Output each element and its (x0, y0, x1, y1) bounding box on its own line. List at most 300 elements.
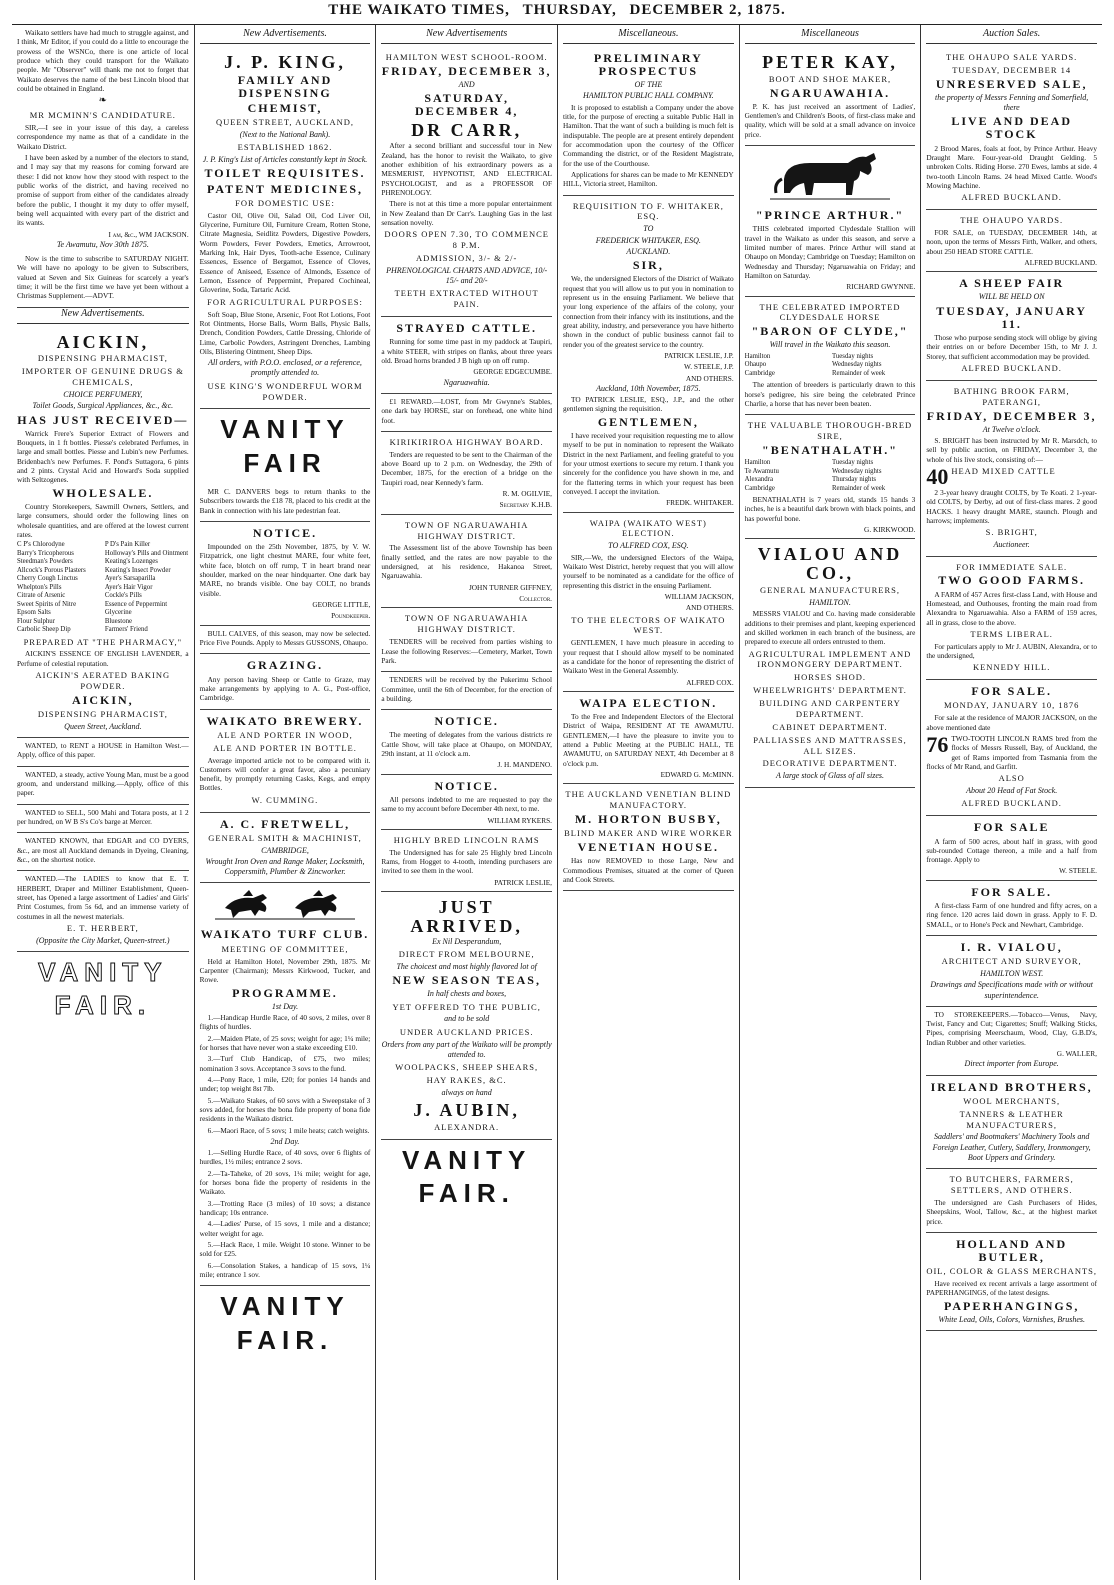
rams-sale-intro: For sale at the residence of MAJOR JACKSON, on the above mentioned date (926, 713, 1097, 732)
hay-rakes: HAY RAKES, &C. (426, 1074, 507, 1085)
tea-prices: UNDER AUCKLAND PRICES. (399, 1026, 534, 1037)
schedule-entry: Wednesday nights (831, 467, 882, 475)
rams-sale-date: MONDAY, JANUARY 10, 1876 (943, 700, 1080, 711)
aubin-tea-ad (381, 892, 552, 1140)
intro-text: Waikato settlers have had much to struggle against, and I think, Mr Editor, if you could do a little to encourage the prowess of the WSNCo, there is one article of local produce which they could transport for the Waikato people. Mr "Observer" will thank me not to forget that Waikato deserves the name of the best Lincoln blood that could be obtained in England. (17, 28, 189, 93)
drug-list-item: Epsom Salts (17, 609, 51, 617)
sheep-fair-ad (926, 272, 1097, 381)
mcminn-signature: EDWARD G. McMINN. (660, 770, 734, 780)
brewery-sub-2: ALE AND PORTER IN BOTTLE. (213, 742, 357, 753)
debt-notice (381, 775, 552, 830)
dept-wheelwrights: WHEELWRIGHTS' DEPARTMENT. (753, 685, 907, 696)
reward-text: £1 REWARD.—LOST, from Mr Gwynne's Stables, one dark bay HORSE, star on forehead, one white hind foot. (381, 396, 552, 425)
vialou-body: MESSRS VIALOU and Co. having made considerable additions to their premises and plant, keeping experienced and skilled workmen in each branch of the business, are prepared to execute all orders entrusted to them. (744, 609, 916, 647)
schedule-entry: Ohaupo (744, 361, 767, 369)
performer-name: DR CARR, (411, 120, 523, 141)
busby-name: M. HORTON BUSBY, (574, 812, 722, 827)
farm-sale-ad-3 (926, 881, 1097, 936)
tea-intro: The choicest and most highly flavored lot of (396, 961, 537, 971)
programme-title: PROGRAMME. (232, 985, 338, 1000)
tender-body: TENDERS will be received from parties wishing to Lease the following Reserves:—Cemetery, Market, Town Park. (381, 637, 552, 665)
wholesale-body: Country Storekeepers, Sawmill Owners, Settlers, and large consumers, should order the following lines on wholesale quantities, and are offered at the lowest current rates. (17, 501, 189, 539)
address-trade: DISPENSING PHARMACIST, (37, 709, 168, 720)
grazing-title: GRAZING. (246, 658, 324, 673)
racehorse-woodcut (200, 886, 371, 920)
busby-body: Has now REMOVED to those Large, New and Commodious Premises, situated at the corner of Queen and Cook Streets. (563, 856, 734, 885)
turf-title: WAIKATO TURF CLUB. (200, 927, 370, 942)
brewery-signature: W. CUMMING. (251, 794, 319, 805)
ben-signature: G. KIRKWOOD. (864, 525, 916, 535)
rams-title: HIGHLY BRED LINCOLN RAMS (393, 834, 540, 845)
cattle-count: 40 (926, 464, 949, 490)
requisition-place: AUCKLAND. (626, 246, 671, 256)
terms-body: For particulars apply to Mr J. AUBIN, Alexandra, or to the undersigned, (926, 641, 1097, 661)
sheep-held: WILL BE HELD ON (978, 292, 1045, 302)
cox-requisition (563, 513, 734, 692)
notice-title: NOTICE. (434, 714, 499, 729)
drug-list-item: Ayer's Sarsaparilla (104, 575, 156, 583)
race-item: 1.—Selling Hurdle Race, of 40 sovs, over 6 flights of hurdles, 1½ miles; entrance 2 sovs. (199, 1148, 371, 1167)
column-2 (194, 25, 376, 1580)
dept-agri: AGRICULTURAL IMPLEMENT AND IRONMONGERY DEPARTMENT. (748, 648, 912, 670)
fretwell-place: CAMBRIDGE, (261, 845, 309, 855)
drug-list-item: Keating's Insect Powder (104, 566, 171, 574)
bright-role: Auctioneer. (993, 540, 1030, 550)
notice-body: Impounded on the 25th November, 1875, by V. W. Fitzpatrick, one light chestnut MARE, four white feet, white face, blotch on off rump, T in heart brand near shoulder, marked on the near hindquarter. One dark bay MARE, no brands visible. One bay COLT, no brands visible. (199, 542, 371, 598)
article-heading: MR MCMINN'S CANDIDATURE. (29, 110, 176, 121)
schedule-entry: Alexandra (744, 476, 773, 484)
wanted-text: WANTED to SELL, 500 Mahi and Totara posts, at 1 2 per hundred, on W B S's Co's barge at Mercer. (17, 807, 189, 827)
drug-list-item: Cockle's Pills (104, 592, 142, 600)
schedule-entry: Te Awamutu (744, 467, 779, 475)
direct-from: DIRECT FROM MELBOURNE, (398, 949, 535, 960)
vanity-fair-banner: VANITY FAIR (220, 414, 350, 478)
venetian-house: VENETIAN HOUSE. (577, 840, 719, 855)
aickin-ad (17, 327, 189, 739)
race-item: 3.—Turf Club Handicap, of £75, two miles; nomination 3 sovs. Acceptance 3 sovs to the fund. (199, 1054, 371, 1073)
kirikiriroa-ad (381, 432, 552, 515)
wanted-text: WANTED, a steady, active Young Man, must be a good groom, and understand milking.—Apply, office of this paper. (17, 769, 189, 798)
drug-list-item: Keating's Lozenges (104, 558, 158, 566)
farm-sale-ad-2 (926, 816, 1097, 881)
cox-reply-signature: ALFRED COX. (686, 677, 734, 687)
tender-title: TOWN OF NGARUAWAHIA HIGHWAY DISTRICT. (404, 613, 529, 635)
glass-stock: A large stock of Glass of all sizes. (775, 771, 884, 781)
pound-notice (200, 522, 371, 626)
schedule-entry: Remainder of week (831, 369, 886, 377)
schedule-entry: Remainder of week (831, 484, 886, 492)
ngaruawahia-rates-ad (381, 515, 552, 609)
advertiser-line: Toilet Goods, Surgical Appliances, &c., &c. (32, 401, 174, 411)
holland-name: HOLLAND AND BUTLER, (956, 1236, 1068, 1265)
board-body: Tenders are requested to be sent to the Chairman of the above Board up to 2 p.m. on Wednesday, the 29th of December, 1875, for the erection of a bridge on the Taupiri road, near Kennedy's farm. (381, 449, 552, 487)
requisition-signature: PATRICK LESLIE, J.P. (664, 350, 734, 360)
cattle-show-notice (381, 710, 552, 775)
grazing-body: Any person having Sheep or Cattle to Graze, may make arrangements by applying to A. G., Post-office, Cambridge. (199, 674, 371, 703)
drug-list-item: Holloway's Pills and Ointment (104, 549, 189, 557)
requisition-title: REQUISITION TO F. WHITAKER, ESQ. (572, 200, 724, 222)
baking-powder: AICKIN'S AERATED BAKING POWDER. (35, 670, 171, 691)
farm-sale-date: FRIDAY, DECEMBER 3, (926, 408, 1097, 423)
carr-note: There is not at this time a more popular entertainment in New Zealand than Dr Carr's. Laughing Gas in the last sensation novelty. (381, 199, 552, 227)
wanted-text: WANTED, to RENT a HOUSE in Hamilton West.—Apply, office of this paper. (17, 741, 189, 760)
advertiser-name: J. P. KING, (224, 51, 346, 72)
prepared-body: AICKIN'S ESSENCE OF ENGLISH LAVENDER, a Perfume of celestial reputation. (17, 649, 189, 668)
peterkay-name: PETER KAY, (762, 51, 898, 72)
peterkay-body: P. K. has just received an assortment of Ladies', Gentlemen's and Children's Boots, of first-class make and quality, which will be sold at a small advance on invoice price. (744, 101, 916, 139)
ship-name: Ex Nil Desperandum, (432, 936, 502, 946)
race-item: 6.—Consolation Stakes, a handicap of 15 sovs, 1¼ mile; entrance 1 sov. (199, 1260, 371, 1280)
letter-signoff: I am, &c., WM JACKSON. (108, 229, 189, 239)
advertiser-location-note: (Next to the National Bank). (239, 130, 331, 140)
orders-note: All orders, with P.O.O. enclosed, or a reference, promptly attended to. (208, 358, 362, 378)
district-body: The Assessment list of the above Township has been finally settled, and the rates are now payable to the undersigned, at his residence, Hakanoa Street, Ngaruawahia. (381, 543, 552, 581)
ireland-brothers-ad (926, 1076, 1097, 1170)
aubin-name: J. AUBIN, (413, 1100, 520, 1120)
issue-day: THURSDAY, (522, 2, 617, 18)
baron-sub: Will travel in the Waikato this season. (769, 340, 891, 350)
racehorse-icon (215, 886, 355, 920)
peterkay-place: NGARUAWAHIA. (769, 85, 891, 100)
admission: ADMISSION, 3/- & 2/- (416, 253, 518, 264)
drug-list-item: Steedman's Powders (17, 558, 73, 566)
drug-list-item: Barry's Tricopherous (17, 549, 74, 557)
cox-reply: GENTLEMEN, I have much pleasure in acceding to your request that I should allow myself to be nominated as a candidate for the honor of representing the district of Waikato West in the General Assembly. (563, 638, 734, 676)
two-farms-title: TWO GOOD FARMS. (938, 573, 1086, 588)
for-sale-title: FOR SALE. (971, 684, 1052, 699)
live-dead-stock: LIVE AND DEAD STOCK (951, 114, 1072, 142)
prospectus-tail: Applications for shares can be made to Mr KENNEDY HILL, Victoria street, Hamilton. (563, 169, 734, 189)
schedule-entry: Cambridge (744, 484, 775, 492)
sheep-fair-title: A SHEEP FAIR (959, 276, 1065, 291)
ben-name: "BENATHALATH." (762, 442, 898, 457)
dept-decorative: DECORATIVE DEPARTMENT. (762, 758, 898, 769)
list-note: J. P. King's List of Articles constantly kept in Stock. (202, 155, 368, 165)
butchers-body: The undersigned are Cash Purchasers of Hides, Sheepskins, Wool, Tallow, &c., at the highest market price. (926, 1197, 1097, 1226)
yards-title: THE OHAUPO YARDS. (960, 215, 1064, 226)
storekeepers-body: TO STOREKEEPERS.—Tobacco—Venus, Navy, Twist, Fancy and Cut; Cigarettes; Snuff; Walking Sticks, Pipes, comprising Meerschaum, Wood, Clay, G.B.D's, Indian Rubber and other varieties. (926, 1009, 1097, 1047)
vialou-ad (745, 539, 916, 787)
race-item: 2.—Maiden Plate, of 25 sovs; weight for age; 1¼ mile; for horses that have never won a stake exceeding £10. (199, 1033, 371, 1052)
divider-ornament: ❧ (98, 95, 108, 107)
new-season-teas: NEW SEASON TEAS, (392, 973, 541, 988)
lincoln-rams-ad (381, 830, 552, 892)
danvers-notice (200, 484, 371, 522)
requisition-name: FREDERICK WHITAKER, ESQ. (595, 235, 701, 245)
ohaupo-sale-ad (926, 47, 1097, 210)
schedule-entry: Cambridge (744, 369, 775, 377)
brewery-title: WAIKATO BREWERY. (206, 713, 364, 728)
reward-ad (381, 394, 552, 432)
drug-list-item: Citrate of Arsenic (17, 592, 66, 600)
holland-body: Have received ex recent arrivals a large assortment of PAPERHANGINGS, of the latest designs. (926, 1279, 1097, 1298)
rams-count: 76 (926, 732, 949, 758)
board-signature: R. M. OGILVIE, (502, 489, 552, 499)
advertiser-trade: FAMILY AND DISPENSING (237, 72, 333, 100)
schedule-entry: Tuesday nights (831, 459, 874, 467)
vialou-trade: GENERAL MANUFACTURERS, (759, 585, 901, 596)
waipa-election-ad (563, 692, 734, 784)
race-item: 2.—Ta-Taheke, of 20 sovs, 1¼ mile; weight for age, for horses bona fide the property of residents in the Waikato. (199, 1168, 371, 1197)
advertiser-trade-3: CHOICE PERFUMERY, (63, 390, 143, 400)
turf-club-ad (200, 923, 371, 1286)
tea-orders: Orders from any part of the Waikato will be promptly attended to. (381, 1039, 552, 1059)
column-4 (557, 25, 739, 1580)
reply-signature: FREDK. WHITAKER. (666, 498, 734, 508)
section-heading: Miscellaneous (745, 28, 916, 44)
notice-signature: GEORGE LITTLE, (312, 600, 371, 610)
addressee: TO ALFRED COX, ESQ. (608, 541, 689, 551)
rams-sale-ad (926, 680, 1097, 816)
column-6 (920, 25, 1102, 1580)
cox-signature-2: AND OTHERS. (685, 603, 734, 613)
reserves-tender-ad (381, 608, 552, 672)
waller-role: Direct importer from Europe. (964, 1059, 1059, 1069)
prince-arthur-ad (745, 204, 916, 296)
paperhangings: PAPERHANGINGS, (943, 1298, 1080, 1313)
drug-list-item: Farmers' Friend (104, 626, 148, 634)
section-heading: New Advertisements. (17, 308, 189, 324)
also-body: About 20 Head of Fat Stock. (966, 786, 1058, 796)
strayed-title: STRAYED CATTLE. (396, 321, 538, 336)
reply-body: I have received your requisition requesting me to allow myself to be put in nomination to represent the Waikato District in the next Parliament, and feeling grateful to you for your utmost exertions to secure my return. I thank you sincerely for the confidence you have shown in me, and for the flattering terms in which your request has been conveyed. I accept the invitation. (563, 430, 734, 496)
pukerimu-tender-ad (381, 672, 552, 710)
baron-schedule (745, 353, 916, 378)
butchers-ad (926, 1169, 1097, 1233)
section-heading: Miscellaneous. (563, 28, 734, 44)
district-signature: JOHN TURNER GIFFNEY, (468, 582, 552, 592)
notice-text: Now is the time to subscribe to SATURDAY NIGHT. We will have no apology to be given to Subscribers, valued at Seven and Six Guineas for scarcely a year's time; it will be the first time we have yet been without a Christmas Supplement.—ADVT. (17, 254, 189, 301)
domestic-heading: FOR DOMESTIC USE: (235, 197, 335, 208)
bull-text: BULL CALVES, of this season, may now be selected. Price Five Pounds. Apply to Messrs GUSSONS, Ohaupo. (199, 628, 371, 648)
strayed-signature: GEORGE EDGECUMBE. (473, 367, 552, 377)
column-5 (739, 25, 921, 1580)
rvialou-place: HAMILTON WEST. (980, 969, 1044, 979)
r-vialou-ad (926, 936, 1097, 1007)
whitaker-requisition (563, 196, 734, 513)
auctioneer-2: ALFRED BUCKLAND. (1024, 257, 1097, 267)
advertiser-name: AICKIN, (56, 331, 150, 352)
drug-list-item: Bluestone (104, 617, 133, 625)
also-label: ALSO (998, 773, 1025, 784)
drug-list-item: Sweet Spirits of Nitre (17, 600, 77, 608)
election-title: WAIPA (WAIKATO WEST) ELECTION. (589, 517, 707, 539)
agri-list: Soft Soap, Blue Stone, Arsenic, Foot Rot Lotions, Foot Rot Ointments, Horse Balls, Worm Balls, Physic Balls, Drench, Condition Powders, Cattle Dressing, Chloride of Lime, Carbolic Powders, Astringent Drenches, Lambing Oils, Blistering Ointment, Sheep Dips. (199, 309, 371, 356)
drug-list-item: Ayer's Hair Vigor (104, 583, 153, 591)
rams-body: The Undersigned has for sale 25 Highly bred Lincoln Rams, from Hogget to 4-tooth, intending purchasers are invited to see them in the wool. (381, 847, 552, 876)
grazing-ad (200, 654, 371, 709)
cox-signature: WILLIAM JACKSON, (664, 591, 734, 601)
baron-of-clyde-ad (745, 297, 916, 416)
notice-body: The meeting of delegates from the various districts re Cattle Show, will take place at Ohaupo, on MONDAY, 29th instant, at 11 o'clock a.m. (381, 730, 552, 758)
notice-title: NOTICE. (434, 778, 499, 793)
dept-palliasses: PALLIASSES AND MATTRASSES, ALL SIZES. (753, 734, 907, 756)
white-lead: White Lead, Oils, Colors, Varnishes, Brushes. (938, 1314, 1085, 1324)
woolpacks: WOOLPACKS, SHEEP SHEARS, (395, 1062, 539, 1073)
draught-horse-woodcut (745, 149, 916, 201)
district-title: TOWN OF NGARUAWAHIA HIGHWAY DISTRICT. (404, 519, 529, 541)
drug-list-item: Glycerine (104, 609, 132, 617)
herbert-address: (Opposite the City Market, Queen-street.) (36, 935, 170, 945)
prospectus-of: OF THE (634, 80, 663, 90)
advertiser-trade: DISPENSING PHARMACIST, (37, 353, 168, 364)
drug-list-item: Flour Sulphur (17, 617, 55, 625)
farm-name: BATHING BROOK FARM, PATERANGI, (953, 385, 1070, 407)
domestic-list: Castor Oil, Olive Oil, Salad Oil, Cod Liver Oil, Glycerine, Furniture Oil, Furniture Cream, Rotten Stone, Citrate Magnesia, Seidlitz Powders, Digestive Powders, Worm Powders, Fever Powders, Emetics, Arrowroot, Marking Ink, Hair Dyes, Tooth-ache Essence, Culinary Essences, Essence of Bergamot, Essence of Cloves, Essence of Aniseed, Essence of Almonds, Essence of Lemon, Essence of Peppermint, Prepared Cochineal, Gloverine, Soda, Tartaric Acid. (199, 210, 371, 295)
schedule-entry: Tuesday nights (831, 352, 874, 360)
article-body (17, 123, 189, 228)
vialou-name: VIALOU AND CO., (757, 544, 903, 584)
venue: HAMILTON WEST SCHOOL-ROOM. (385, 51, 548, 62)
section-heading: Auction Sales. (926, 28, 1097, 44)
aubin-place: ALEXANDRA. (434, 1121, 500, 1132)
dr-carr-ad (381, 47, 552, 317)
advertiser-address: QUEEN STREET, AUCKLAND, (215, 117, 355, 128)
waller-name: G. WALLER, (1056, 1049, 1097, 1059)
fretwell-name: A. C. FRETWELL, (219, 816, 351, 831)
yards-body: FOR SALE, on TUESDAY, DECEMBER 14th, at noon, upon the terms of Messrs Firth, Walker, and others, about 250 HEAD STORE CATTLE. (926, 227, 1097, 256)
schedule-entry: Hamilton (744, 352, 771, 360)
address-line: Queen Street, Auckland. (64, 721, 142, 731)
requisition-signature-3: AND OTHERS. (685, 373, 734, 383)
vanity-fair-banner-3: VANITY FAIR. (401, 1144, 532, 1209)
benathalath-ad (745, 415, 916, 539)
day-1: 1st Day. (271, 1001, 299, 1011)
event-date-2: SATURDAY, DECEMBER 4, (414, 91, 519, 119)
schedule-entry: Hamilton (744, 459, 771, 467)
column-3 (375, 25, 557, 1580)
masthead (20, 2, 1094, 24)
advertiser-trade-2: CHEMIST, (247, 101, 323, 116)
drug-list-item: P D's Pain Killer (104, 541, 151, 549)
prospectus-title: PRELIMINARY PROSPECTUS (593, 50, 703, 78)
toilet-heading: TOILET REQUISITES. (204, 166, 366, 181)
cattle-label: HEAD MIXED CATTLE (951, 466, 1056, 477)
danvers-text: MR C. DANVERS begs to return thanks to the Subscribers towards the £18 78, placed to his credit at the Bank in connection with his late pedestrian feat. (199, 486, 371, 515)
notice-body: All persons indebted to me are requested to pay the same to my account before December 4th next, to me. (381, 794, 552, 814)
race-item: 3.—Trotting Race (3 miles) of 10 sovs; a distance handicap; 10s entrance. (199, 1198, 371, 1218)
rvialou-trade: ARCHITECT AND SURVEYOR, (941, 956, 1082, 967)
auctioneer: ALFRED BUCKLAND. (961, 192, 1062, 203)
prince-title: "PRINCE ARTHUR." (755, 208, 905, 223)
rams-description: TWO-TOOTH LINCOLN RAMS bred from the flocks of Messrs Russell, Bay, of Auckland, the get of Rams imported from Tasmania from the flocks of Mr Rand, and Garfitt. (926, 734, 1097, 771)
rvialou-body: Drawings and Specifications made with or without superintendence. (930, 980, 1093, 1000)
ben-schedule (745, 459, 916, 493)
notice-signature: J. H. MANDENO. (497, 760, 552, 770)
board-role: Secretary K.H.B. (499, 500, 552, 510)
two-farms-ad (926, 557, 1097, 681)
unreserved-sub: the property of Messrs Fenning and Somerfield, there (935, 92, 1089, 112)
issue-date: DECEMBER 2, 1875. (629, 2, 786, 18)
letter-body: I have been asked by a number of the electors to stand, and I may say that my reasons for coming forward are these: I did not know how they stood with respect to the public works of the district, and having received no promise of support from either of the candidates already before the public, I thought it my duty to offer myself, being well acquainted with every part of the district and its wants. (17, 152, 189, 228)
notice-title: NOTICE. (252, 525, 318, 540)
strayed-cattle-ad (381, 317, 552, 394)
doors-open: DOORS OPEN 7.30, TO COMMENCE 8 P.M. (384, 229, 549, 251)
salutation-2: GENTLEMEN, (597, 414, 699, 429)
drug-list-item: Essence of Peppermint (104, 600, 168, 608)
wanted-text: WANTED.—The LADIES to know that E. T. HERBERT, Draper and Milliner Establishment, Queen-street, has Opened a large assortment of Ladies' and Girls' Print Costumes, from 5s 6d, and an immense variety of costumes in all the newest materials. (17, 874, 189, 921)
race-item: 5.—Waikato Stakes, of 60 sovs with a Sweepstake of 3 sovs added, for horses the bona fide property of bona fide residents in the Waikato district. (199, 1095, 371, 1124)
race-item: 6.—Maori Race, of 5 sovs; 1 mile heats; catch weights. (207, 1125, 370, 1135)
brewery-body: Average imported article not to be compared with it. Customers will confer a great favor, also a pecuniary benefit, by promptly returning Casks, Kegs, and empty Bottles. (199, 755, 371, 793)
baron-heading: THE CELEBRATED IMPORTED CLYDESDALE HORSE (759, 301, 901, 323)
holland-trade: OIL, COLOR & GLASS MERCHANTS, (926, 1266, 1098, 1277)
race-item: 1.—Handicap Hurdle Race, of 40 sovs, 2 miles, over 8 flights of hurdles. (199, 1012, 371, 1032)
mcminn-body: To the Free and Independent Electors of the Electoral District of Waipa, RESIDENT AT TE AWAMUTU. GENTLEMEN,—I have the pleasure to invite you to attend a Public Meeting at the PUBLIC HALL, TE AWAMUTU, on SATURDAY NEXT, 4th December at 8 o'clock p.m. (563, 712, 734, 768)
holland-butler-ad (926, 1233, 1097, 1331)
day-2: 2nd Day. (270, 1136, 300, 1146)
wanted-ad-1 (17, 738, 189, 767)
column-1 (12, 25, 194, 1580)
prospectus-body: It is proposed to establish a Company under the above title, for the purpose of erecting a suitable Public Hall in Hamilton. That the want of such a building is much felt is indisputable. The people are at present entirely dependent for accommodation upon the courtesy of the Officer Commanding the district, or of the Resident Magistrate, for the use of the Courthouse. (563, 102, 734, 168)
drug-list-item: Carbolic Sheep Dip (17, 626, 71, 634)
waller-ad (926, 1007, 1097, 1076)
race-item: 4.—Pony Race, 1 mile, £20; for ponies 14 hands and under; top weight 8st 7lb. (199, 1074, 371, 1094)
terms-signature: KENNEDY HILL. (972, 662, 1051, 673)
auctioneer-4: ALFRED BUCKLAND. (961, 798, 1062, 809)
venetian-title: THE AUCKLAND VENETIAN BLIND MANUFACTORY. (565, 789, 732, 811)
vanity-fair-banner-2: VANITY FAIR. (220, 1291, 350, 1355)
electors-heading: TO THE ELECTORS OF WAIKATO WEST. (571, 614, 726, 636)
ohaupo-yards-ad (926, 210, 1097, 272)
prince-signature: RICHARD GWYNNE. (846, 282, 916, 292)
drug-list-item: Whelpton's Pills (17, 583, 62, 591)
wanted-ad-4 (17, 833, 189, 871)
tea-offered: YET OFFERED TO THE PUBLIC, (392, 1001, 541, 1012)
for-sale-title-3: FOR SALE. (971, 884, 1052, 899)
fretwell-trade: GENERAL SMITH & MACHINIST, (208, 832, 362, 843)
king-ad (200, 47, 371, 410)
fretwell-body: Wrought Iron Oven and Range Maker, Locksmith, Coppersmith, Plumber & Zincworker. (205, 856, 365, 877)
race-item: 4.—Ladies' Purse, of 15 sovs, 1 mile and a distance; welter weight for age. (199, 1219, 371, 1238)
address-name: AICKIN, (71, 692, 134, 707)
drug-list-item: C P's Chlorodyne (17, 541, 65, 549)
fretwell-ad (200, 813, 371, 884)
company-name: HAMILTON PUBLIC HALL COMPANY. (582, 91, 714, 101)
stock-list: 2 Brood Mares, foals at foot, by Prince Arthur. Heavy Draught Mare. Four-year-old Draught Gelding. 5 unbroken Colts. Riding Horse. 270 Ewes, lambs at side. 4 two-tooth Lincoln Rams. 24 head Mixed Cattle. Wood's Mowing Machine. (926, 143, 1097, 190)
wanted-ad-3 (17, 805, 189, 834)
cox-body: SIR,—We, the undersigned Electors of the Waipa, Waikato West District, hereby request that you will allow yourself to be nominated as a candidate for the office of representing this district in the ensuing Parliament. (563, 552, 734, 590)
newspaper-title: THE WAIKATO TIMES, (328, 2, 510, 18)
brewery-sub: ALE AND PORTER IN WOOD, (217, 729, 353, 740)
advertiser-trade-2: IMPORTER OF GENUINE DRUGS & CHEMICALS, (21, 366, 184, 388)
columns (12, 24, 1102, 1580)
for-sale-title-2: FOR SALE (973, 820, 1050, 835)
ben-heading: THE VALUABLE THOROUGH-BRED SIRE, (747, 420, 913, 442)
ben-body: BENATHALATH is 7 years old, stands 15 hands 3 inches, he is a beautiful dark brown with black points, and has powerful bone. (744, 495, 916, 523)
waipa-election-title: WAIPA ELECTION. (579, 695, 718, 710)
event-and: AND (458, 79, 475, 89)
reply-addressee: TO PATRICK LESLIE, ESQ., J.P., and the other gentlemen signing the requisition. (563, 395, 734, 414)
wanted-text: WANTED KNOWN, that EDGAR and CO DYERS, &c., are most all Auckland demands in Dyeing, Cleaning, &c., on the shortest notice. (17, 836, 189, 865)
requisition-date: Auckland, 10th November, 1875. (596, 383, 701, 393)
immediate-sale: FOR IMMEDIATE SALE. (956, 561, 1068, 572)
peterkay-trade: BOOT AND SHOE MAKER, (768, 73, 892, 84)
received-items: Warrick Frere's Superior Extract of Flowers and Bouquets, in 1 ft bottles. Piesse's celebrated Perfumes, in large and small bottles. Piesse and Lubin's new Perfumes. Bridenbach's new Perfumes. F. Pond's Suttagora, 6 pints and 2 pints. Crystal Acid and Howard's Soda supplied with Seltzogenes. (17, 428, 189, 485)
peter-kay-ad (745, 47, 916, 146)
worm-powder: USE KING'S WONDERFUL WORM POWDER. (207, 380, 363, 402)
bull-calves-ad (200, 626, 371, 655)
butchers-title: TO BUTCHERS, FARMERS, SETTLERS, AND OTHERS. (949, 1174, 1074, 1196)
farms-body: A FARM of 457 Acres first-class Land, with House and Homestead, and Outhouses, fronting the main road from Alexandra to Ngaruawahia. Also a FARM of 159 acres, all in grass, close to the above. (926, 589, 1097, 627)
notice-signature: WILLIAM RYKERS. (487, 815, 552, 825)
requisition-signature-2: W. STEELE, J.P. (684, 362, 734, 372)
drug-list-item: Allcock's Porous Plasters (17, 566, 86, 574)
subscription-notice (17, 251, 189, 308)
letter-place: Te Awamutu, Nov 30th 1875. (56, 239, 149, 249)
unreserved-title: UNRESERVED SALE, (935, 76, 1088, 91)
ireland-trade-2: TANNERS & LEATHER MANUFACTURERS, (959, 1108, 1064, 1130)
